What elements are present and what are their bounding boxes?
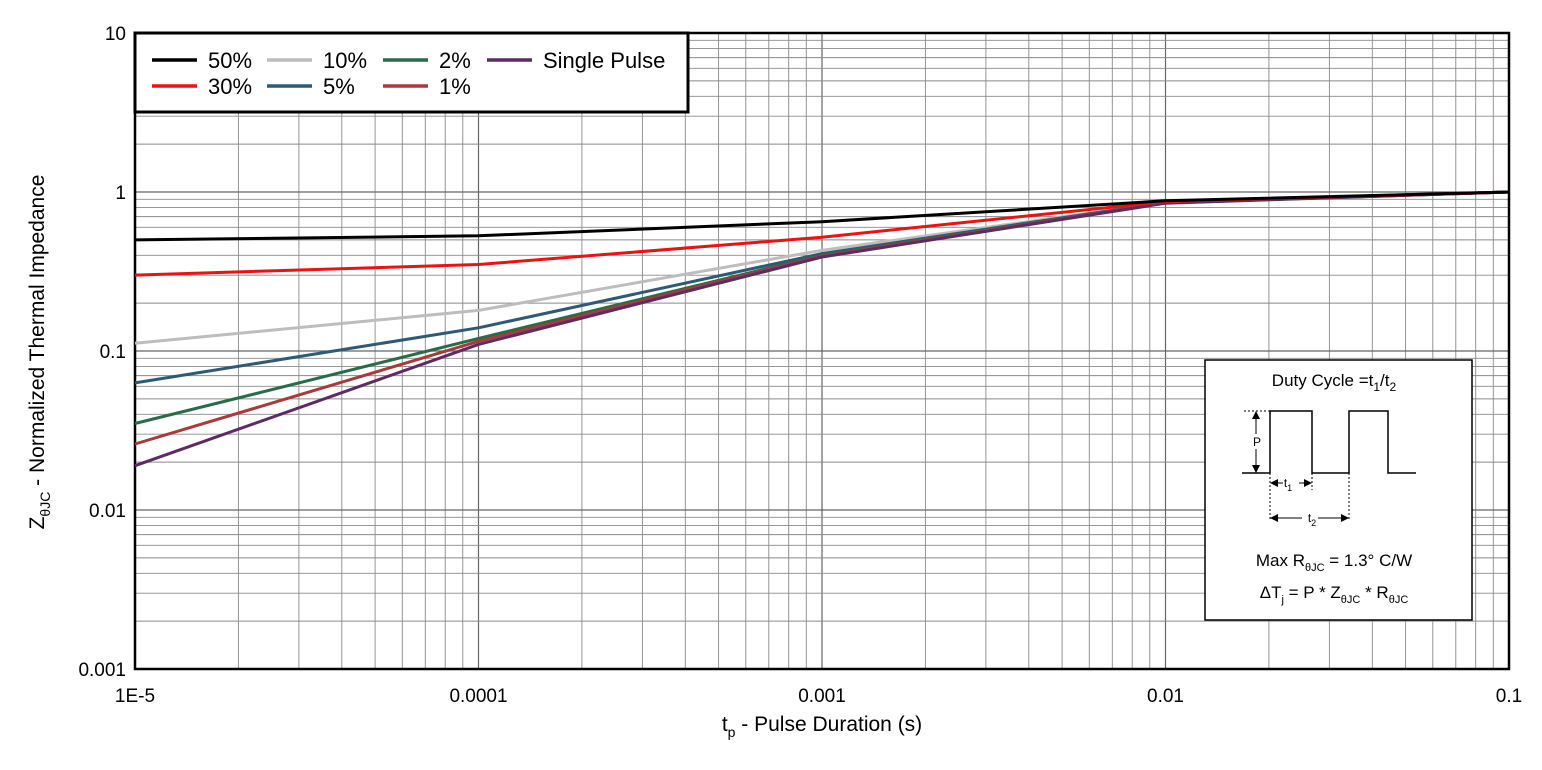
y-tick-label: 1 — [115, 183, 126, 204]
x-tick-label: 0.0001 — [449, 686, 508, 707]
legend — [135, 33, 688, 112]
legend-label-2: 2% — [439, 48, 471, 73]
legend-label-5: 5% — [323, 74, 355, 99]
y-tick-label: 0.001 — [78, 660, 126, 681]
max-r-text: Max $R_{\theta JC} = 1.3^\circ$ C/W — [1255, 551, 1413, 574]
x-axis-label: $t_p$ - Pulse Duration (s) — [721, 713, 923, 740]
delta-t-text: $\Delta T_j = P * Z_{\theta JC} * R_{\theta JC}$ — [1259, 583, 1409, 606]
legend-label-1: 1% — [439, 74, 471, 99]
y-tick-label: 10 — [104, 24, 126, 45]
legend-label-10: 10% — [323, 48, 368, 73]
x-tick-label: 0.001 — [798, 686, 846, 707]
t1-label: $t_1$ — [1283, 476, 1293, 493]
duty-cycle-inset — [1205, 360, 1472, 620]
legend-label-single-pulse: Single Pulse — [543, 48, 666, 73]
x-tick-label: 0.01 — [1147, 686, 1184, 707]
legend-label-50: 50% — [208, 48, 253, 73]
inset-title: Duty Cycle $=t_1/t_2$ — [1271, 371, 1397, 394]
p-label: P — [1252, 435, 1262, 449]
y-axis-label: $Z_{\theta JC}$ - Normalized Thermal Impedance — [26, 174, 53, 530]
y-tick-label: 0.1 — [99, 342, 126, 363]
x-tick-label: 0.1 — [1495, 686, 1523, 707]
x-tick-label: 1E-5 — [114, 686, 156, 707]
legend-label-30: 30% — [208, 74, 253, 99]
inset-box — [1205, 360, 1472, 620]
t2-label: $t_2$ — [1307, 511, 1317, 528]
y-tick-label: 0.01 — [89, 501, 126, 522]
